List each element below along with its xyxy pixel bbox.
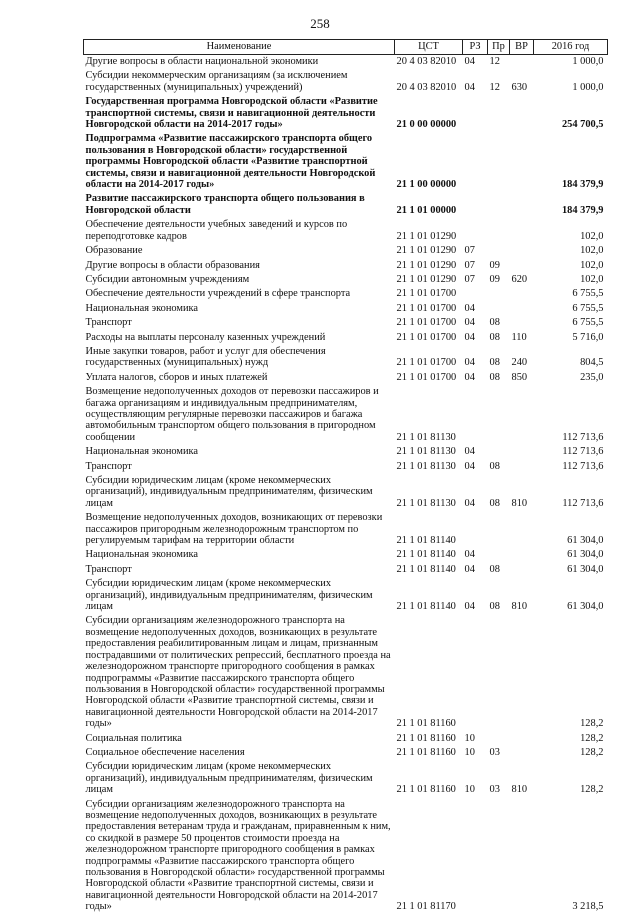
cell-rz: 04 (464, 446, 475, 458)
cell-vr (510, 55, 534, 70)
cell-vr: 810 (511, 784, 528, 796)
cell-pr (488, 445, 510, 459)
cell-name: Обеспечение деятельности учебных заведений и курсов по переподготовке кадров (85, 219, 348, 242)
table-row (84, 331, 608, 345)
cell-rz: 04 (464, 331, 475, 343)
cell-vr (510, 302, 534, 316)
cell-cst: 21 1 01 01290 (396, 259, 457, 271)
cell-rz: 04 (464, 601, 475, 613)
cell-name: Субсидии юридическим лицам (кроме некоммерческих организаций), индивидуальным предпринимателям, физическим лицам (85, 475, 373, 509)
cell-rz: 10 (464, 732, 475, 744)
cell-rz (463, 798, 488, 915)
cell-cst: 21 1 01 81140 (396, 535, 456, 547)
cell-cst: 21 1 01 81160 (396, 784, 456, 796)
cell-sum: 184 379,9 (561, 179, 604, 191)
cell-name: Возмещение недополученных доходов от перевозки пассажиров и багажа организациям и индивидуальным предпринимателям, осуществляющим регулярные перевозки пассажиров и багажа автомобильным транспортом общего пользования в пригородном сообщении (85, 386, 379, 443)
cell-cst: 21 1 01 81160 (396, 746, 456, 758)
table-row (84, 345, 608, 371)
cell-pr: 08 (489, 460, 500, 472)
cell-cst: 21 1 00 00000 (396, 179, 457, 191)
cell-sum: 61 304,0 (567, 549, 604, 561)
cell-vr (510, 259, 534, 273)
table-row (84, 95, 608, 132)
cell-sum: 102,0 (580, 259, 604, 271)
cell-name: Субсидии организациям железнодорожного транспорта на возмещение недополученных доходов, возникающих в результате предоставления ветеранам труда и гражданам, приравненным к ним, со скидкой в размере 50 процентов стоимости проезда на железнодорожном транспорте пригородного сообщения в рамках подпрограммы «Развитие пассажирского транспорта общего пользования в Новгородской области» государственной программы Новгородской области «Развитие транспортной системы, связи и навигационной деятельности Новгородской области на 2014-2017 годы» (85, 798, 391, 913)
cell-rz: 07 (464, 245, 475, 257)
cell-vr (510, 798, 534, 915)
cell-name: Субсидии организациям железнодорожного транспорта на возмещение недополученных доходов, возникающих в результате предоставления реабилитированным лицам и лицам, признанным пострадавшими от политических репрессий, бесплатного проезда на железнодорожном транспорте пригородного сообщения в рамках подпрограммы «Развитие пассажирского транспорта общего пользования в Новгородской области» государственной программы Новгородской области «Развитие транспортной системы, связи и навигационной деятельности Новгородской области на 2014-2017 годы» (85, 615, 391, 730)
cell-cst: 21 1 01 01290 (396, 245, 457, 257)
cell-pr (488, 192, 510, 218)
table-row (84, 760, 608, 797)
table-row (84, 563, 608, 577)
cell-rz (463, 218, 488, 244)
cell-cst: 21 1 01 01700 (396, 288, 457, 300)
cell-pr (488, 548, 510, 562)
cell-vr (510, 192, 534, 218)
table-row (84, 218, 608, 244)
cell-vr: 620 (511, 273, 528, 285)
cell-vr: 630 (511, 81, 528, 93)
cell-pr: 08 (489, 317, 500, 329)
cell-pr (488, 287, 510, 301)
cell-sum: 61 304,0 (567, 563, 604, 575)
cell-name: Расходы на выплаты персоналу казенных учреждений (85, 331, 326, 343)
cell-sum: 128,2 (580, 784, 604, 796)
page-number: 258 (310, 16, 330, 31)
cell-rz: 04 (464, 563, 475, 575)
column-header-year: 2016 год (534, 40, 608, 55)
cell-cst: 21 1 01 81160 (396, 732, 456, 744)
cell-cst: 21 1 01 01290 (396, 273, 457, 285)
cell-rz: 04 (464, 497, 475, 509)
cell-vr: 240 (511, 357, 528, 369)
cell-cst: 21 1 01 01700 (396, 371, 457, 383)
cell-sum: 61 304,0 (567, 535, 604, 547)
cell-cst: 21 1 01 81130 (396, 431, 456, 443)
cell-rz (463, 385, 488, 445)
cell-rz (463, 95, 488, 132)
cell-sum: 804,5 (580, 357, 604, 369)
cell-pr (488, 218, 510, 244)
cell-name: Транспорт (85, 317, 132, 329)
table-row (84, 371, 608, 385)
cell-vr (510, 385, 534, 445)
cell-vr: 850 (511, 371, 528, 383)
cell-sum: 5 716,0 (572, 331, 604, 343)
cell-pr (488, 95, 510, 132)
cell-vr: 110 (511, 331, 527, 343)
cell-cst: 21 1 01 01700 (396, 302, 457, 314)
cell-cst: 21 1 01 01700 (396, 357, 457, 369)
cell-cst: 21 1 01 81140 (396, 549, 456, 561)
table-row (84, 548, 608, 562)
cell-rz: 04 (464, 56, 475, 67)
table-row (84, 614, 608, 731)
cell-name: Государственная программа Новгородской области «Развитие транспортной системы, связи и навигационной деятельности Новгородской области на 2014-2017 годы» (85, 96, 378, 131)
table-row (84, 385, 608, 445)
cell-pr (488, 798, 510, 915)
cell-pr: 08 (489, 371, 500, 383)
cell-vr (510, 460, 534, 474)
cell-sum: 235,0 (580, 371, 604, 383)
cell-rz (463, 192, 488, 218)
column-header-name: Наименование (84, 40, 395, 55)
cell-pr: 12 (489, 56, 500, 67)
cell-vr (510, 511, 534, 548)
header-row (84, 40, 608, 55)
table-row (84, 55, 608, 70)
cell-name: Транспорт (85, 460, 132, 472)
cell-cst: 21 1 01 81160 (396, 718, 456, 730)
cell-pr: 09 (489, 273, 500, 285)
cell-cst: 21 1 01 01700 (396, 331, 457, 343)
table-row (84, 316, 608, 330)
cell-pr (488, 511, 510, 548)
cell-rz: 04 (464, 81, 475, 93)
cell-vr (510, 132, 534, 192)
cell-cst: 21 1 01 81140 (396, 601, 456, 613)
budget-table (83, 39, 608, 915)
cell-name: Субсидии некоммерческим организациям (за исключением государственных (муниципальных) учреждений) (85, 70, 348, 93)
cell-vr (510, 244, 534, 258)
cell-rz: 04 (464, 371, 475, 383)
cell-sum: 6 755,5 (572, 302, 604, 314)
cell-vr: 810 (511, 497, 528, 509)
cell-sum: 112 713,6 (562, 431, 604, 443)
cell-vr (510, 614, 534, 731)
cell-sum: 102,0 (580, 230, 604, 242)
cell-vr (510, 563, 534, 577)
cell-sum: 254 700,5 (561, 119, 604, 131)
cell-vr (510, 218, 534, 244)
cell-rz: 07 (464, 259, 475, 271)
cell-pr: 03 (489, 784, 500, 796)
table-row (84, 445, 608, 459)
cell-sum: 112 713,6 (562, 446, 604, 458)
cell-vr (510, 95, 534, 132)
cell-pr (488, 302, 510, 316)
cell-vr (510, 746, 534, 760)
table-header (84, 40, 608, 55)
cell-name: Национальная экономика (85, 446, 199, 458)
cell-sum: 112 713,6 (562, 497, 604, 509)
cell-name: Субсидии юридическим лицам (кроме некоммерческих организаций), индивидуальным предпринимателям, физическим лицам (85, 578, 373, 613)
column-header-cst: ЦСТ (395, 40, 463, 55)
cell-vr: 810 (511, 601, 528, 613)
cell-rz: 04 (464, 549, 475, 561)
cell-sum: 128,2 (580, 718, 604, 730)
cell-pr: 08 (489, 331, 500, 343)
cell-rz: 10 (464, 746, 475, 758)
cell-name: Иные закупки товаров, работ и услуг для обеспечения государственных (муниципальных) нужд (85, 345, 326, 369)
cell-sum: 112 713,6 (562, 460, 604, 472)
cell-cst: 21 1 01 00000 (396, 204, 457, 216)
table-row (84, 69, 608, 95)
table-row (84, 732, 608, 746)
cell-rz: 04 (464, 357, 475, 369)
cell-name: Уплата налогов, сборов и иных платежей (85, 371, 268, 383)
cell-pr: 08 (489, 563, 500, 575)
cell-rz: 04 (464, 302, 475, 314)
cell-name: Социальная политика (85, 732, 182, 744)
cell-name: Возмещение недополученных доходов, возникающих от перевозки пассажиров пригородным железнодорожным транспортом по регулируемым тарифам на территории области (85, 512, 383, 547)
cell-cst: 21 1 01 81130 (396, 446, 456, 458)
cell-sum: 102,0 (580, 245, 604, 257)
cell-rz (463, 132, 488, 192)
cell-name: Субсидии юридическим лицам (кроме некоммерческих организаций), индивидуальным предпринимателям, физическим лицам (85, 761, 373, 796)
cell-sum: 6 755,5 (572, 288, 604, 300)
table-body (84, 55, 608, 915)
cell-cst: 20 4 03 82010 (396, 56, 457, 67)
table-row (84, 259, 608, 273)
cell-sum: 128,2 (580, 746, 604, 758)
table-row (84, 287, 608, 301)
table-row (84, 132, 608, 192)
cell-cst: 21 1 01 81130 (396, 460, 456, 472)
cell-name: Субсидии автономным учреждениям (85, 273, 250, 285)
cell-pr: 08 (489, 601, 500, 613)
table-row (84, 798, 608, 915)
cell-name: Развитие пассажирского транспорта общего пользования в Новгородской области (85, 193, 365, 216)
cell-name: Подпрограмма «Развитие пассажирского транспорта общего пользования в Новгородской области» государственной программы Новгородской области «Развитие транспортной системы, связи и навигационной деятельности Новгородской области на 2014-2017 годы» (85, 133, 376, 191)
cell-sum: 6 755,5 (572, 317, 604, 329)
cell-pr: 08 (489, 357, 500, 369)
table-row (84, 302, 608, 316)
column-header-vr: ВР (510, 40, 534, 55)
cell-name: Национальная экономика (85, 302, 199, 314)
cell-rz: 10 (464, 784, 475, 796)
cell-rz: 07 (464, 273, 475, 285)
cell-pr (488, 244, 510, 258)
cell-sum: 184 379,9 (561, 204, 604, 216)
cell-cst: 21 1 01 01700 (396, 317, 457, 329)
cell-rz: 04 (464, 317, 475, 329)
cell-pr (488, 732, 510, 746)
cell-vr (510, 732, 534, 746)
cell-cst: 21 1 01 81130 (396, 497, 456, 509)
table-row (84, 192, 608, 218)
table-row (84, 273, 608, 287)
cell-name: Транспорт (85, 563, 132, 575)
cell-name: Другие вопросы в области национальной экономики (85, 56, 319, 67)
table-row (84, 511, 608, 548)
table-row (84, 460, 608, 474)
cell-pr (488, 614, 510, 731)
cell-rz (463, 287, 488, 301)
cell-name: Обеспечение деятельности учреждений в сфере транспорта (85, 288, 351, 300)
cell-cst: 21 1 01 81140 (396, 563, 456, 575)
column-header-pr: Пр (488, 40, 510, 55)
cell-pr (488, 132, 510, 192)
cell-cst: 21 1 01 81170 (396, 901, 456, 913)
table-row (84, 474, 608, 511)
cell-name: Образование (85, 245, 143, 257)
cell-vr (510, 287, 534, 301)
cell-pr: 03 (489, 746, 500, 758)
cell-rz: 04 (464, 460, 475, 472)
cell-pr: 09 (489, 259, 500, 271)
cell-cst: 21 1 01 01290 (396, 230, 457, 242)
cell-name: Социальное обеспечение населения (85, 746, 245, 758)
table-row (84, 577, 608, 614)
cell-cst: 20 4 03 82010 (396, 81, 457, 93)
cell-pr: 08 (489, 497, 500, 509)
cell-sum: 3 218,5 (572, 901, 604, 913)
cell-sum: 1 000,0 (572, 81, 604, 93)
cell-pr: 12 (489, 81, 500, 93)
cell-rz (463, 511, 488, 548)
cell-vr (510, 445, 534, 459)
table-row (84, 746, 608, 760)
cell-cst: 21 0 00 00000 (396, 119, 457, 131)
cell-sum: 128,2 (580, 732, 604, 744)
cell-pr (488, 385, 510, 445)
cell-vr (510, 548, 534, 562)
cell-sum: 102,0 (580, 273, 604, 285)
cell-name: Другие вопросы в области образования (85, 259, 260, 271)
table-row (84, 244, 608, 258)
column-header-rz: РЗ (463, 40, 488, 55)
cell-name: Национальная экономика (85, 549, 199, 561)
cell-vr (510, 316, 534, 330)
cell-sum: 1 000,0 (572, 56, 604, 67)
cell-sum: 61 304,0 (567, 601, 604, 613)
cell-rz (463, 614, 488, 731)
